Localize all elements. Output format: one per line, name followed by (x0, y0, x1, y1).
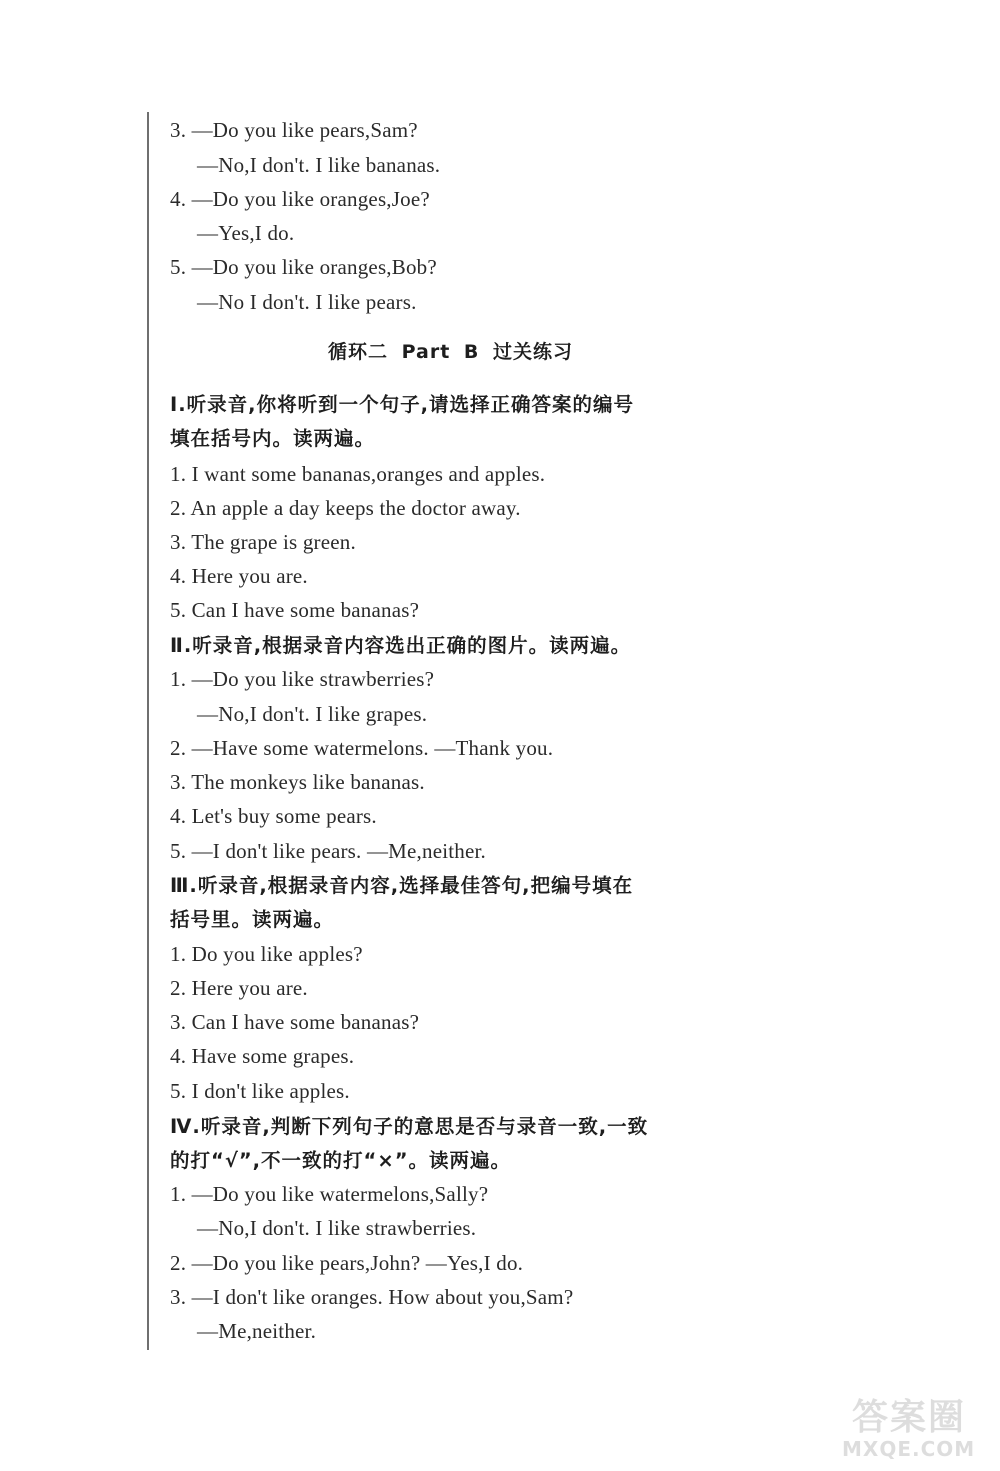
part1-heading-line2: 填在括号内。读两遍。 (170, 427, 376, 450)
part2-item-1-question: 1. —Do you like strawberries? (170, 667, 435, 691)
section-title: 循环二 Part B 过关练习 (328, 341, 574, 363)
top-dialogue-3-answer: —No,I don't. I like bananas. (197, 153, 441, 177)
top-dialogue-5-answer: —No I don't. I like pears. (197, 290, 417, 314)
part1-heading-line1: Ⅰ.听录音,你将听到一个句子,请选择正确答案的编号 (170, 393, 634, 416)
part3-heading-line2: 括号里。读两遍。 (170, 908, 335, 931)
part4-item-2: 2. —Do you like pears,John? —Yes,I do. (170, 1251, 524, 1275)
part4-item-3-question: 3. —I don't like oranges. How about you,Sam? (170, 1285, 574, 1309)
part4-item-3-answer: —Me,neither. (197, 1319, 317, 1343)
top-dialogue-4-answer: —Yes,I do. (197, 221, 295, 245)
part3-item-1: 1. Do you like apples? (170, 942, 363, 966)
part4-item-1-question: 1. —Do you like watermelons,Sally? (170, 1182, 489, 1206)
top-dialogue-4-question: 4. —Do you like oranges,Joe? (170, 187, 430, 211)
part1-item-5: 5. Can I have some bananas? (170, 598, 420, 622)
watermark-url: MXQE.COM (842, 1437, 976, 1461)
margin-rule (147, 112, 149, 1350)
part4-item-1-answer: —No,I don't. I like strawberries. (197, 1216, 477, 1240)
top-dialogue-5-question: 5. —Do you like oranges,Bob? (170, 255, 437, 279)
part2-item-2: 2. —Have some watermelons. —Thank you. (170, 736, 554, 760)
part2-heading: Ⅱ.听录音,根据录音内容选出正确的图片。读两遍。 (170, 634, 632, 657)
part1-item-2: 2. An apple a day keeps the doctor away. (170, 496, 521, 520)
part3-heading-line1: Ⅲ.听录音,根据录音内容,选择最佳答句,把编号填在 (170, 874, 634, 897)
part3-item-5: 5. I don't like apples. (170, 1079, 350, 1103)
part2-item-4: 4. Let's buy some pears. (170, 804, 377, 828)
part1-item-1: 1. I want some bananas,oranges and apples. (170, 462, 546, 486)
part1-item-4: 4. Here you are. (170, 564, 308, 588)
part2-item-1-answer: —No,I don't. I like grapes. (197, 702, 428, 726)
part1-item-3: 3. The grape is green. (170, 530, 356, 554)
watermark-logo: 答案圈 (852, 1397, 967, 1438)
part3-item-2: 2. Here you are. (170, 976, 308, 1000)
watermark (832, 1389, 982, 1461)
part3-item-3: 3. Can I have some bananas? (170, 1010, 420, 1034)
part2-item-5: 5. —I don't like pears. —Me,neither. (170, 839, 486, 863)
part4-heading-line2: 的打“√”,不一致的打“×”。读两遍。 (170, 1149, 512, 1172)
part2-item-3: 3. The monkeys like bananas. (170, 770, 425, 794)
top-dialogue-3-question: 3. —Do you like pears,Sam? (170, 118, 418, 142)
part4-heading-line1: Ⅳ.听录音,判断下列句子的意思是否与录音一致,一致 (170, 1115, 649, 1138)
part3-item-4: 4. Have some grapes. (170, 1044, 355, 1068)
